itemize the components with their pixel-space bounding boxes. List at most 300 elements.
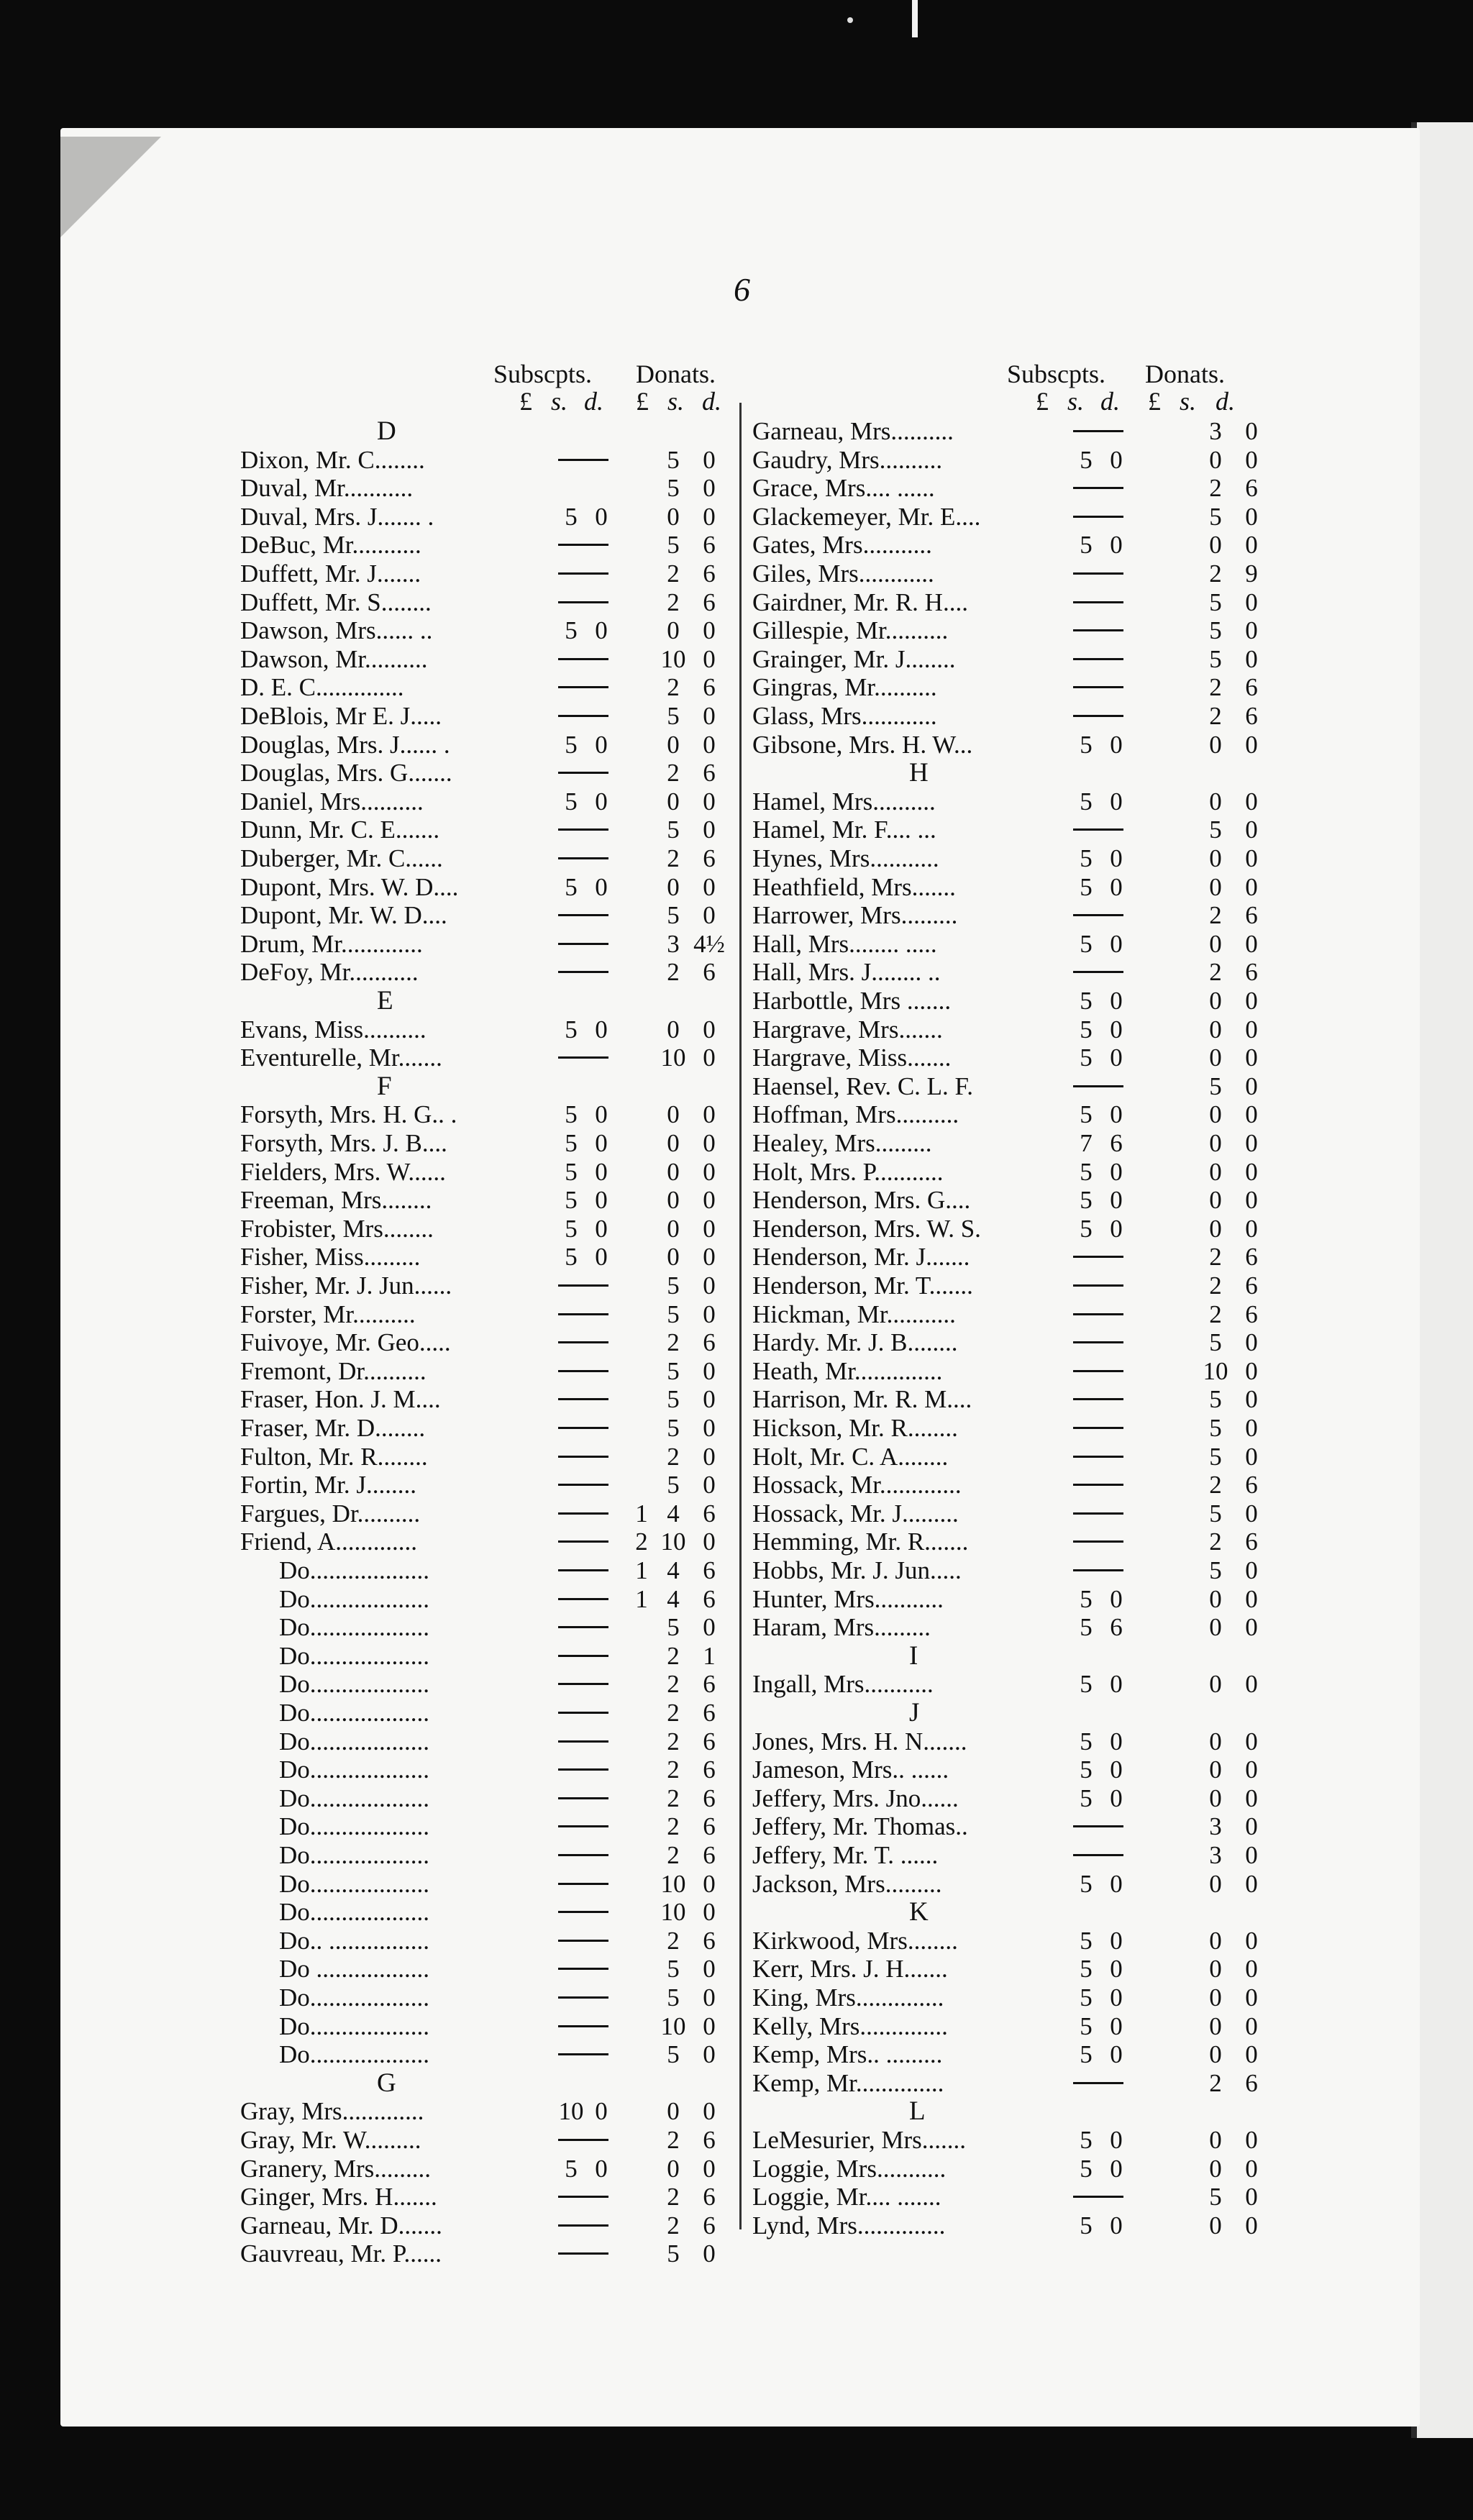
subscriber-name: Hamel, Mr. F.... ... (752, 816, 936, 844)
section-letter-text: D (377, 416, 396, 446)
no-subscription-dash (558, 1968, 608, 1970)
subscription-shillings: 5 (1080, 787, 1093, 816)
donation-shillings: 2 (1209, 1471, 1222, 1499)
donation-pence: 0 (1245, 1214, 1258, 1243)
subscription-pence: 0 (595, 1243, 608, 1272)
donation-shillings: 2 (667, 1699, 680, 1727)
donation-pence: 0 (703, 872, 716, 901)
subscriber-row (240, 2097, 736, 2126)
subscriber-name: Do................... (279, 1812, 430, 1841)
subscriber-row (240, 588, 736, 617)
donation-shillings: 4 (667, 1584, 680, 1613)
subscriber-row (240, 901, 736, 930)
subscription-shillings: 5 (1080, 1214, 1093, 1243)
subscription-shillings: 5 (1080, 844, 1093, 872)
subscriber-name: Gairdner, Mr. R. H.... (752, 588, 968, 616)
donation-pence: 0 (1245, 588, 1258, 616)
donation-shillings: 0 (667, 1186, 680, 1215)
donation-pence: 0 (1245, 1129, 1258, 1157)
subscriber-row (240, 2183, 736, 2211)
section-letter (240, 2069, 736, 2098)
subscriber-row (752, 1044, 1270, 1072)
subscriber-name: Friend, A............. (240, 1528, 417, 1556)
subscriber-name: Do................... (279, 1869, 430, 1898)
no-subscription-dash (558, 1797, 608, 1799)
subscriber-row (752, 560, 1270, 588)
subscription-shillings: 5 (1080, 2211, 1093, 2240)
column-divider (739, 403, 742, 2229)
subscriber-name: DeFoy, Mr........... (240, 958, 419, 987)
subscriber-row (752, 2211, 1270, 2240)
donation-shillings: 5 (1209, 1072, 1222, 1100)
subscriber-row (752, 474, 1270, 503)
donation-shillings: 2 (667, 844, 680, 872)
subscriber-name: Ginger, Mrs. H....... (240, 2183, 437, 2211)
unit-shilling: s. (1067, 387, 1085, 416)
subscriber-row (752, 1186, 1270, 1215)
donation-shillings: 2 (1209, 1528, 1222, 1556)
subscriber-name: Do................... (279, 1983, 430, 2012)
subscription-shillings: 5 (1080, 1044, 1093, 1072)
donation-pence: 0 (1245, 1015, 1258, 1044)
subscription-pence: 0 (1110, 1756, 1123, 1784)
subscriber-row (240, 1357, 736, 1386)
subscription-pence: 0 (1110, 2012, 1123, 2040)
donation-pence: 6 (703, 844, 716, 872)
no-subscription-dash (558, 1569, 608, 1571)
donation-pence: 6 (703, 1756, 716, 1784)
no-subscription-dash (1073, 658, 1123, 660)
donation-pence: 0 (1245, 1584, 1258, 1613)
donation-pence: 6 (703, 1699, 716, 1727)
subscriber-name: Gray, Mr. W......... (240, 2126, 421, 2154)
subscriber-row (752, 2040, 1270, 2069)
donation-pence: 0 (1245, 1356, 1258, 1385)
donation-pence: 0 (1245, 872, 1258, 901)
donation-pence: 0 (703, 2040, 716, 2069)
donation-pence: 0 (1245, 1072, 1258, 1100)
donation-pence: 6 (703, 1328, 716, 1357)
no-subscription-dash (558, 1370, 608, 1372)
subscriber-row (752, 1385, 1270, 1414)
subscriber-name: Evans, Miss.......... (240, 1015, 427, 1044)
subscriber-row (240, 1983, 736, 2012)
subscriber-name: Healey, Mrs......... (752, 1129, 932, 1157)
donation-shillings: 2 (1209, 702, 1222, 730)
subscriber-row (240, 2126, 736, 2155)
subscription-shillings: 5 (565, 730, 578, 759)
subscriptions-heading: Subscpts. (493, 360, 593, 388)
subscriber-name: Duffett, Mr. S........ (240, 588, 432, 616)
donation-pence: 0 (1245, 1044, 1258, 1072)
page-corner-fold (60, 137, 161, 237)
subscription-shillings: 5 (1080, 1869, 1093, 1898)
subscriber-name: Hynes, Mrs........... (752, 844, 939, 872)
subscriber-row (752, 2126, 1270, 2155)
donation-pence: 0 (1245, 1385, 1258, 1414)
no-subscription-dash (558, 1056, 608, 1059)
subscriber-name: Fraser, Mr. D........ (240, 1414, 426, 1442)
subscriptions-heading: Subscpts. (1007, 360, 1106, 388)
subscriber-name: Eventurelle, Mr....... (240, 1044, 442, 1072)
subscriber-name: Duffett, Mr. J....... (240, 560, 421, 588)
subscriber-name: Do................... (279, 1641, 430, 1670)
donation-shillings: 3 (667, 929, 680, 958)
donation-pence: 0 (1245, 2211, 1258, 2240)
subscriber-name: Fisher, Mr. J. Jun...... (240, 1272, 452, 1300)
donation-shillings: 2 (1209, 1243, 1222, 1272)
no-subscription-dash (558, 1484, 608, 1486)
subscriber-row (752, 1756, 1270, 1784)
no-subscription-dash (558, 2053, 608, 2055)
donation-pence: 0 (703, 1129, 716, 1157)
donation-shillings: 10 (660, 644, 686, 673)
subscriber-name: DeBlois, Mr E. J..... (240, 702, 442, 730)
donation-shillings: 5 (1209, 616, 1222, 645)
donation-shillings: 0 (1209, 1784, 1222, 1812)
subscriber-name: Ingall, Mrs........... (752, 1670, 934, 1699)
donation-pence: 6 (703, 1784, 716, 1812)
donation-shillings: 2 (1209, 673, 1222, 702)
subscriber-row (752, 1670, 1270, 1699)
donation-shillings: 0 (667, 502, 680, 531)
donation-pence: 0 (1245, 1100, 1258, 1129)
subscriber-row (752, 1357, 1270, 1386)
donation-shillings: 3 (1209, 417, 1222, 445)
donation-pounds: 1 (635, 1556, 648, 1584)
no-subscription-dash (558, 943, 608, 945)
donation-shillings: 5 (667, 1955, 680, 1983)
donation-pence: 0 (703, 445, 716, 474)
donation-shillings: 0 (667, 616, 680, 645)
no-subscription-dash (558, 2252, 608, 2255)
donation-shillings: 5 (667, 1385, 680, 1414)
subscriber-name: Do................... (279, 1670, 430, 1699)
subscriber-name: Daniel, Mrs.......... (240, 787, 424, 816)
scan-dust-speck (847, 17, 853, 23)
donation-shillings: 0 (667, 1100, 680, 1129)
subscriber-name: Hunter, Mrs........... (752, 1584, 944, 1613)
subscriber-name: Do................... (279, 2012, 430, 2040)
subscriber-row (752, 987, 1270, 1015)
donation-pence: 6 (1245, 474, 1258, 503)
subscriber-row (752, 503, 1270, 531)
subscriber-row (240, 1129, 736, 1158)
subscriber-row (752, 873, 1270, 902)
subscriber-row (240, 1215, 736, 1243)
donation-shillings: 5 (667, 1471, 680, 1499)
no-subscription-dash (558, 601, 608, 603)
donation-pounds: 1 (635, 1584, 648, 1613)
donation-shillings: 5 (667, 474, 680, 503)
subscriber-row (240, 1499, 736, 1528)
subscriber-row (752, 1870, 1270, 1899)
subscriber-row (240, 531, 736, 560)
donation-pence: 0 (703, 2097, 716, 2126)
subscriber-row (240, 503, 736, 531)
subscriber-row (752, 1072, 1270, 1101)
subscriber-row (752, 1129, 1270, 1158)
donation-shillings: 2 (667, 673, 680, 702)
subscriber-name: Gingras, Mr.......... (752, 673, 937, 702)
subscription-pence: 0 (1110, 445, 1123, 474)
donation-shillings: 2 (1209, 474, 1222, 503)
section-letter-text: K (909, 1897, 929, 1927)
donation-pence: 0 (703, 1186, 716, 1215)
no-subscription-dash (1073, 2196, 1123, 2198)
donation-pence: 0 (1245, 1670, 1258, 1699)
subscriber-name: Jones, Mrs. H. N....... (752, 1727, 967, 1756)
donation-shillings: 5 (1209, 1385, 1222, 1414)
donation-pence: 0 (1245, 616, 1258, 645)
subscriber-row (752, 1812, 1270, 1841)
subscriber-name: Gibsone, Mrs. H. W... (752, 730, 973, 759)
donation-pence: 0 (1245, 1841, 1258, 1869)
subscription-shillings: 10 (558, 2097, 584, 2126)
subscriber-row (240, 1243, 736, 1272)
donation-pence: 0 (703, 1414, 716, 1442)
subscriber-name: Hickman, Mr........... (752, 1300, 956, 1328)
subscriber-name: Hardy. Mr. J. B........ (752, 1328, 958, 1357)
subscriber-row (240, 788, 736, 816)
no-subscription-dash (558, 1883, 608, 1885)
subscriber-name: Do................... (279, 1727, 430, 1756)
subscription-pence: 0 (1110, 531, 1123, 560)
donation-shillings: 5 (667, 445, 680, 474)
subscriber-row (240, 1727, 736, 1756)
donation-shillings: 5 (667, 2040, 680, 2069)
subscription-pence: 0 (1110, 1044, 1123, 1072)
donation-shillings: 2 (667, 1442, 680, 1471)
donation-pence: 6 (703, 588, 716, 616)
donation-pence: 0 (1245, 644, 1258, 673)
subscriber-name: Hargrave, Miss....... (752, 1044, 952, 1072)
page-number: 6 (734, 271, 750, 308)
subscriber-name: Duberger, Mr. C...... (240, 844, 443, 872)
donation-pence: 6 (703, 1499, 716, 1528)
subscriber-name: Haram, Mrs......... (752, 1613, 931, 1642)
subscriber-row (240, 1613, 736, 1642)
subscriber-row (240, 1642, 736, 1671)
unit-pence: d. (702, 387, 721, 416)
donation-shillings: 0 (1209, 1044, 1222, 1072)
section-letter-text: E (377, 986, 393, 1015)
no-subscription-dash (558, 1768, 608, 1771)
subscriber-row (752, 731, 1270, 759)
subscription-shillings: 5 (565, 1186, 578, 1215)
subscriber-row (752, 1499, 1270, 1528)
donation-pence: 0 (703, 474, 716, 503)
donation-shillings: 0 (1209, 1015, 1222, 1044)
no-subscription-dash (1073, 1569, 1123, 1571)
no-subscription-dash (558, 1712, 608, 1714)
subscriber-row (240, 1158, 736, 1187)
subscriber-row (752, 1727, 1270, 1756)
section-letter (240, 417, 736, 446)
subscriber-row (752, 645, 1270, 674)
donation-shillings: 0 (1209, 1756, 1222, 1784)
subscriber-name: Gaudry, Mrs.......... (752, 445, 943, 474)
subscription-pence: 0 (595, 2097, 608, 2126)
donation-pence: 0 (703, 730, 716, 759)
donation-shillings: 2 (1209, 958, 1222, 987)
no-subscription-dash (558, 1655, 608, 1657)
subscriber-row (752, 1300, 1270, 1329)
subscriber-row (240, 560, 736, 588)
donation-shillings: 5 (667, 531, 680, 560)
donation-shillings: 0 (667, 1214, 680, 1243)
section-letter-text: J (909, 1698, 920, 1727)
donation-shillings: 0 (1209, 1926, 1222, 1955)
subscriber-name: Jeffery, Mrs. Jno...... (752, 1784, 959, 1812)
donation-pence: 0 (1245, 2154, 1258, 2183)
section-letter (240, 1072, 736, 1101)
subscriber-name: Fielders, Mrs. W...... (240, 1157, 446, 1186)
subscriber-name: Douglas, Mrs. G....... (240, 759, 452, 788)
donation-shillings: 0 (1209, 1613, 1222, 1642)
donation-pence: 0 (1245, 929, 1258, 958)
subscriber-name: Kemp, Mrs.. ......... (752, 2040, 943, 2069)
no-subscription-dash (558, 1313, 608, 1315)
subscriber-row (240, 1556, 736, 1585)
donation-pence: 6 (1245, 1243, 1258, 1272)
subscriber-name: Do................... (279, 1784, 430, 1812)
subscription-pence: 0 (595, 1214, 608, 1243)
subscriber-name: Jameson, Mrs.. ...... (752, 1756, 949, 1784)
donation-pence: 6 (703, 1727, 716, 1756)
donation-shillings: 2 (1209, 1272, 1222, 1300)
no-subscription-dash (1073, 1484, 1123, 1486)
donation-shillings: 5 (1209, 588, 1222, 616)
no-subscription-dash (558, 2139, 608, 2141)
donation-pence: 6 (703, 1841, 716, 1869)
no-subscription-dash (558, 1940, 608, 1942)
donation-pence: 0 (1245, 502, 1258, 531)
donation-pence: 0 (1245, 1414, 1258, 1442)
donation-shillings: 0 (667, 730, 680, 759)
subscriber-row (752, 2183, 1270, 2211)
no-subscription-dash (558, 544, 608, 546)
donation-shillings: 10 (660, 1898, 686, 1927)
donation-pence: 4½ (693, 929, 725, 958)
subscriber-row (240, 616, 736, 645)
subscriber-row (240, 645, 736, 674)
donation-shillings: 0 (667, 2154, 680, 2183)
subscriber-name: Do................... (279, 2040, 430, 2069)
subscriber-row (240, 873, 736, 902)
subscriber-name: Garneau, Mr. D....... (240, 2211, 442, 2240)
donation-shillings: 2 (1209, 560, 1222, 588)
no-subscription-dash (1073, 516, 1123, 518)
subscription-shillings: 5 (1080, 1015, 1093, 1044)
subscriber-name: Fremont, Dr.......... (240, 1356, 427, 1385)
subscription-shillings: 5 (1080, 1727, 1093, 1756)
subscriber-name: Lynd, Mrs.............. (752, 2211, 946, 2240)
subscriber-name: Jeffery, Mr. Thomas.. (752, 1812, 968, 1841)
donation-pence: 0 (1245, 2040, 1258, 2069)
subscriber-name: Drum, Mr............. (240, 929, 423, 958)
donation-pence: 6 (1245, 1528, 1258, 1556)
subscriber-row (240, 1272, 736, 1300)
no-subscription-dash (1073, 430, 1123, 432)
subscription-shillings: 5 (1080, 1186, 1093, 1215)
donation-pence: 6 (703, 1812, 716, 1841)
subscription-shillings: 5 (565, 502, 578, 531)
donation-pence: 0 (1245, 1442, 1258, 1471)
subscriber-name: Fargues, Dr.......... (240, 1499, 421, 1528)
donation-shillings: 5 (667, 816, 680, 844)
no-subscription-dash (558, 1683, 608, 1685)
donation-pence: 0 (703, 1015, 716, 1044)
subscription-pence: 0 (1110, 2211, 1123, 2240)
donation-shillings: 0 (1209, 929, 1222, 958)
donation-shillings: 0 (1209, 730, 1222, 759)
subscriber-name: Dunn, Mr. C. E....... (240, 816, 440, 844)
subscription-pence: 0 (595, 872, 608, 901)
donation-pence: 6 (1245, 1471, 1258, 1499)
donation-pence: 0 (703, 1613, 716, 1642)
section-letter (752, 1898, 1270, 1927)
subscriber-row (240, 1898, 736, 1927)
donation-shillings: 2 (667, 1784, 680, 1812)
donation-shillings: 0 (667, 2097, 680, 2126)
donation-shillings: 2 (667, 588, 680, 616)
donation-pounds: 2 (635, 1528, 648, 1556)
subscriber-name: Granery, Mrs......... (240, 2154, 432, 2183)
subscriber-row (240, 1670, 736, 1699)
donation-pounds: 1 (635, 1499, 648, 1528)
no-subscription-dash (558, 715, 608, 717)
donation-pence: 9 (1245, 560, 1258, 588)
donation-shillings: 0 (1209, 2040, 1222, 2069)
donation-shillings: 0 (667, 1015, 680, 1044)
subscriber-row (752, 1585, 1270, 1614)
donation-shillings: 2 (667, 2183, 680, 2211)
donation-shillings: 2 (667, 1756, 680, 1784)
subscriber-name: Hamel, Mrs.......... (752, 787, 936, 816)
subscriber-row (240, 2155, 736, 2183)
donation-pence: 0 (703, 702, 716, 730)
subscriber-name: Loggie, Mr.... ....... (752, 2183, 941, 2211)
donation-pence: 6 (703, 1584, 716, 1613)
section-letter-text: F (377, 1071, 392, 1101)
subscriber-row (752, 702, 1270, 731)
subscription-shillings: 5 (565, 1214, 578, 1243)
subscription-shillings: 5 (1080, 1100, 1093, 1129)
no-subscription-dash (558, 1284, 608, 1287)
unit-pound: £ (1148, 387, 1161, 416)
donation-pence: 6 (1245, 958, 1258, 987)
no-subscription-dash (1073, 1341, 1123, 1343)
donation-shillings: 0 (1209, 1869, 1222, 1898)
subscription-shillings: 5 (1080, 531, 1093, 560)
subscriber-row (240, 1385, 736, 1414)
subscriber-row (752, 588, 1270, 617)
donation-pence: 0 (1245, 730, 1258, 759)
subscriber-name: Jeffery, Mr. T. ...... (752, 1841, 939, 1869)
donation-shillings: 0 (667, 787, 680, 816)
subscriber-name: Duval, Mr........... (240, 474, 414, 503)
subscriber-row (240, 1015, 736, 1044)
donation-pence: 0 (1245, 1157, 1258, 1186)
no-subscription-dash (558, 1626, 608, 1628)
no-subscription-dash (558, 971, 608, 973)
donation-pence: 0 (1245, 1955, 1258, 1983)
subscriber-name: Giles, Mrs............ (752, 560, 934, 588)
donation-pence: 0 (703, 1157, 716, 1186)
subscription-pence: 0 (1110, 1100, 1123, 1129)
no-subscription-dash (558, 1598, 608, 1600)
